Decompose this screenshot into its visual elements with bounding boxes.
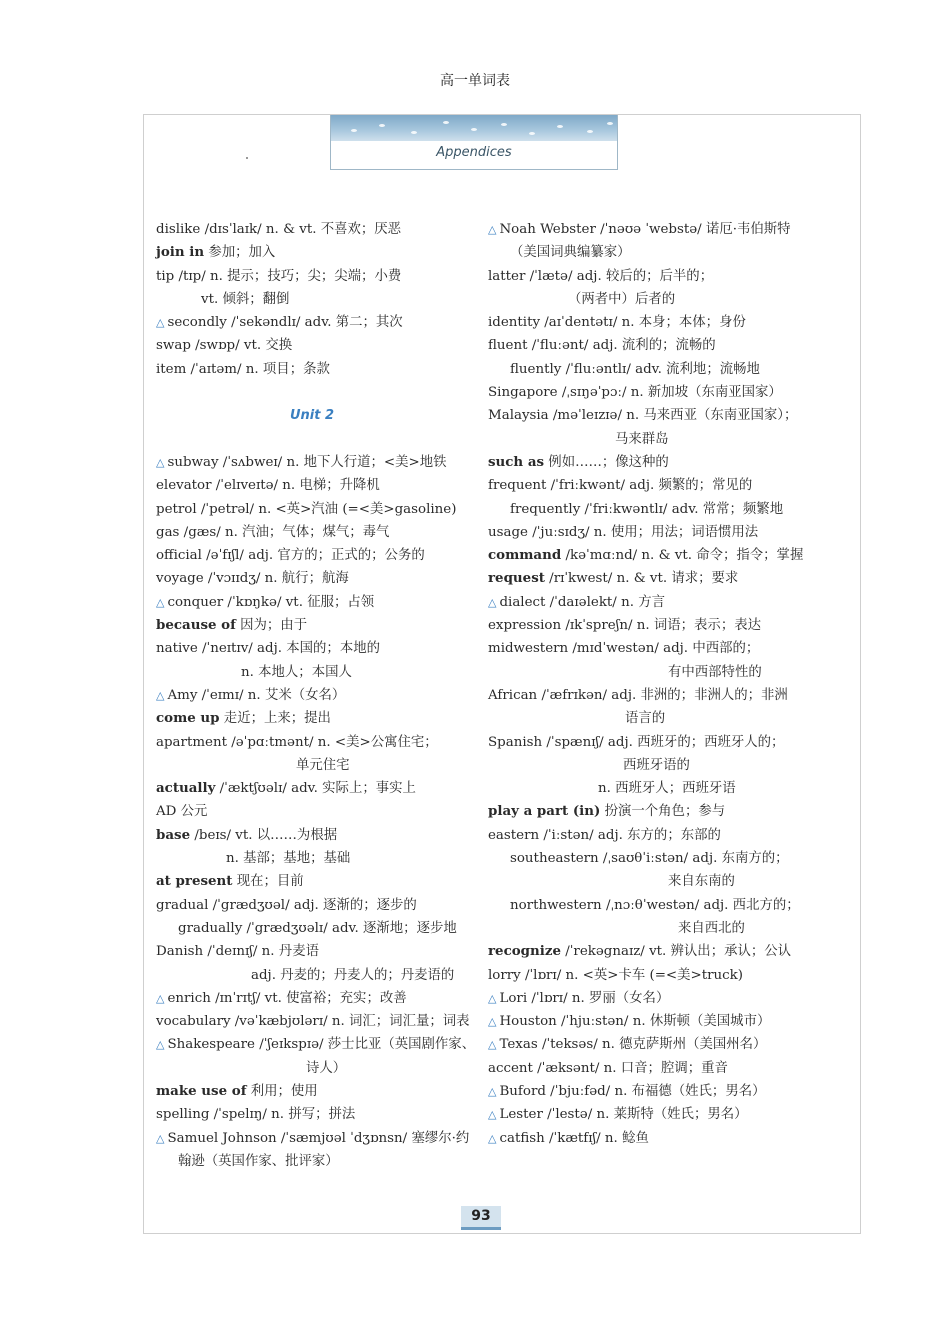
bold-headword: because of (156, 617, 236, 634)
vocab-entry (488, 1080, 848, 1103)
vocab-entry (156, 777, 468, 800)
entry-text: subway /ˈsʌbweɪ/ n. 地下人行道；<美>地铁 (167, 454, 447, 470)
entry-text: gradual /ˈgrædʒʊəl/ adj. 逐渐的；逐步的 (156, 897, 417, 913)
vocab-entry (488, 474, 848, 497)
triangle-marker-icon: △ (488, 991, 497, 1005)
vocab-entry (488, 334, 848, 357)
textbook-page (143, 114, 861, 1234)
vocab-entry (156, 800, 468, 823)
vocab-entry (156, 521, 468, 544)
vocab-entry (488, 358, 848, 381)
appendices-title: Appendices (436, 145, 512, 160)
vocab-entry (488, 241, 848, 264)
bold-headword: make use of (156, 1082, 247, 1099)
entry-text: fluent /ˈfluːənt/ adj. 流利的；流畅的 (488, 338, 716, 354)
vocab-entry (488, 964, 848, 987)
entry-text: /kəˈmɑːnd/ n. & vt. 命令；指令；掌握 (561, 548, 804, 564)
entry-text: Noah Webster /ˈnəʊə ˈwebstə/ 诺厄·韦伯斯特 (499, 222, 791, 237)
vocab-entry (488, 404, 848, 427)
vocab-entry (488, 707, 848, 730)
entry-text: vt. 倾斜；翻倒 (201, 291, 290, 307)
bold-headword: actually (156, 780, 216, 797)
entry-text: 西班牙语的 (623, 757, 690, 773)
vocab-entry (488, 1103, 848, 1126)
entry-text: accent /ˈæksənt/ n. 口音；腔调；重音 (488, 1060, 728, 1076)
vocab-entry (156, 1150, 468, 1173)
vocab-entry (488, 731, 848, 754)
triangle-marker-icon: △ (156, 991, 165, 1005)
entry-text: usage /ˈjuːsɪdʒ/ n. 使用；用法；词语惯用法 (488, 524, 759, 540)
vocab-entry (488, 754, 848, 777)
triangle-marker-icon: △ (488, 223, 497, 236)
triangle-marker-icon: △ (156, 455, 165, 469)
entry-text: tip /tɪp/ n. 提示；技巧；尖；尖端；小费 (156, 268, 402, 284)
vocab-entry (488, 265, 848, 288)
entry-text: 利用；使用 (246, 1083, 318, 1099)
vocab-entry (156, 1010, 468, 1033)
entry-text: 现在；目前 (232, 874, 304, 890)
entry-text: 来自东南的 (668, 874, 735, 890)
entry-text: apartment /əˈpɑːtmənt/ n. <美>公寓住宅； (156, 734, 438, 750)
vocab-entry (156, 1080, 468, 1103)
vocab-entry (156, 894, 468, 917)
entry-text: 诗人） (306, 1060, 347, 1076)
triangle-marker-icon: △ (488, 595, 497, 609)
bold-headword: request (488, 570, 545, 587)
entry-text: secondly /ˈsekəndlɪ/ adv. 第二；其次 (167, 315, 403, 331)
vocab-entry (488, 1057, 848, 1080)
vocab-entry (488, 521, 848, 544)
vocab-entry (488, 917, 848, 940)
entry-text: 有中西部特性的 (668, 664, 762, 680)
entry-text: （美国词典编纂家） (510, 245, 631, 261)
entry-text: /rɪˈkwest/ n. & vt. 请求；要求 (544, 571, 739, 587)
entry-text: （两者中）后者的 (568, 291, 676, 307)
entry-text: gas /gæs/ n. 汽油；气体；煤气；毒气 (156, 524, 390, 540)
entry-text: Danish /ˈdeɪnɪʃ/ n. 丹麦语 (156, 944, 319, 960)
entry-text: n. 基部；基地；基础 (226, 851, 351, 867)
unit-heading: Unit 2 (289, 408, 335, 424)
vocab-entry (156, 661, 468, 684)
vocab-entry (156, 824, 468, 847)
vocab-entry (156, 940, 468, 963)
entry-text: fluently /ˈfluːəntlɪ/ adv. 流利地；流畅地 (510, 361, 760, 377)
vocab-entry (156, 987, 468, 1010)
entry-text: frequent /ˈfriːkwənt/ adj. 频繁的；常见的 (488, 478, 753, 494)
vocab-entry (488, 451, 848, 474)
entry-text: African /ˈæfrɪkən/ adj. 非洲的；非洲人的；非洲 (488, 687, 788, 703)
entry-text: 翰逊（英国作家、批评家） (178, 1153, 339, 1169)
vocab-entry (488, 544, 848, 567)
vocab-entry (156, 754, 468, 777)
entry-text: conquer /ˈkɒŋkə/ vt. 征服；占领 (167, 594, 375, 610)
right-vocab-column (488, 218, 848, 1150)
entry-text: 语言的 (625, 711, 666, 727)
triangle-marker-icon: △ (156, 595, 165, 609)
triangle-marker-icon: △ (488, 1015, 497, 1029)
entry-text: Shakespeare /ˈʃeɪkspɪə/ 莎士比亚（英国剧作家、 (167, 1037, 476, 1053)
vocab-entry (488, 1033, 848, 1056)
entry-text: vocabulary /vəˈkæbjʊlərɪ/ n. 词汇；词汇量；词表 (156, 1014, 470, 1030)
bold-headword: recognize (488, 943, 561, 960)
vocab-entry (156, 451, 468, 474)
vocab-entry (488, 661, 848, 684)
entry-text: Spanish /ˈspænɪʃ/ adj. 西班牙的；西班牙人的； (488, 734, 785, 750)
vocab-entry (156, 684, 468, 707)
entry-text: enrich /ɪnˈrɪtʃ/ vt. 使富裕；充实；改善 (167, 990, 407, 1006)
vocab-entry (156, 311, 468, 334)
vocab-entry (156, 1127, 468, 1150)
vocab-entry (488, 870, 848, 893)
vocab-entry (488, 567, 848, 590)
entry-text: midwestern /mɪdˈwestən/ adj. 中西部的； (488, 641, 760, 657)
entry-text: northwestern /ˌnɔːθˈwestən/ adj. 西北方的； (510, 897, 800, 913)
vocab-entry (488, 987, 848, 1010)
vocab-entry (488, 800, 848, 823)
entry-text: spelling /ˈspelɪŋ/ n. 拼写；拼法 (156, 1107, 356, 1123)
vocab-entry (488, 288, 848, 311)
vocab-entry (488, 894, 848, 917)
entry-text: catfish /ˈkætfɪʃ/ n. 鲶鱼 (499, 1130, 649, 1146)
entry-text: southeastern /ˌsaʊθˈiːstən/ adj. 东南方的； (510, 851, 789, 867)
vocab-entry (488, 1010, 848, 1033)
bold-headword: come up (156, 710, 220, 727)
vocab-entry (156, 567, 468, 590)
vocab-entry (156, 1057, 468, 1080)
vocab-entry (156, 707, 468, 730)
bold-headword: play a part (in) (488, 803, 601, 820)
entry-text: 参加；加入 (204, 245, 276, 261)
vocab-entry (488, 591, 848, 614)
entry-text: dislike /dɪsˈlaɪk/ n. & vt. 不喜欢；厌恶 (156, 222, 402, 237)
bold-headword: join in (156, 244, 205, 261)
entry-text: expression /ɪkˈspreʃn/ n. 词语；表示；表达 (488, 618, 761, 634)
entry-text: adj. 丹麦的；丹麦人的；丹麦语的 (251, 967, 455, 983)
entry-text: swap /swɒp/ vt. 交换 (156, 338, 293, 354)
entry-text: Lester /ˈlestə/ n. 莱斯特（姓氏；男名） (499, 1107, 748, 1123)
entry-text: Lori /ˈlɒrɪ/ n. 罗丽（女名） (499, 990, 670, 1006)
triangle-marker-icon: △ (488, 1108, 497, 1122)
vocab-entry (156, 265, 468, 288)
entry-text: 来自西北的 (678, 920, 745, 936)
vocab-entry (156, 218, 468, 241)
entry-text: 单元住宅 (296, 757, 350, 773)
entry-text: Samuel Johnson /ˈsæmjʊəl ˈdʒɒnsn/ 塞缪尔·约 (167, 1130, 470, 1146)
bold-headword: such as (488, 453, 545, 470)
vocab-entry (488, 614, 848, 637)
vocab-entry (156, 334, 468, 357)
vocab-entry (488, 1127, 848, 1150)
vocab-entry (488, 940, 848, 963)
entry-text: voyage /ˈvɔɪɪdʒ/ n. 航行；航海 (156, 571, 349, 587)
entry-text: eastern /ˈiːstən/ adj. 东方的；东部的 (488, 827, 721, 843)
vocab-entry (488, 684, 848, 707)
entry-text: 例如……；像这种的 (544, 454, 669, 470)
vocab-entry (488, 381, 848, 404)
left-vocab-column (156, 218, 476, 1173)
vocab-entry (488, 637, 848, 660)
vocab-entry (488, 218, 848, 241)
vocab-entry (156, 870, 468, 893)
vocab-entry (156, 591, 468, 614)
vocab-entry (156, 474, 468, 497)
triangle-marker-icon: △ (156, 316, 165, 330)
vocab-entry (488, 428, 848, 451)
page-number: 93 (461, 1206, 501, 1230)
vocab-entry (156, 847, 468, 870)
vocab-entry (156, 288, 468, 311)
bold-headword: command (488, 547, 562, 564)
vocab-entry (156, 498, 468, 521)
vocab-entry (156, 731, 468, 754)
entry-text: lorry /ˈlɒrɪ/ n. <英>卡车 (=<美>truck) (488, 967, 743, 983)
entry-text: dialect /ˈdaɪəlekt/ n. 方言 (499, 594, 665, 610)
triangle-marker-icon: △ (156, 688, 165, 702)
vocab-entry (156, 917, 468, 940)
bold-headword: at present (156, 873, 233, 890)
entry-text: Malaysia /məˈleɪzɪə/ n. 马来西亚（东南亚国家）； (488, 408, 798, 424)
vocab-entry (156, 1033, 476, 1056)
vocab-entry (488, 777, 848, 800)
entry-text: frequently /ˈfriːkwəntlɪ/ adv. 常常；频繁地 (510, 501, 784, 517)
vocab-entry (156, 964, 468, 987)
triangle-marker-icon: △ (156, 1038, 165, 1052)
entry-text: official /əˈfɪʃl/ adj. 官方的；正式的；公务的 (156, 548, 425, 564)
vocab-entry (488, 498, 848, 521)
vocab-entry (156, 358, 468, 381)
entry-text: 马来群岛 (615, 431, 669, 447)
entry-text: AD 公元 (156, 804, 208, 820)
entry-text: latter /ˈlætə/ adj. 较后的；后半的； (488, 268, 714, 284)
entry-text: n. 本地人；本国人 (241, 664, 352, 680)
entry-text: native /ˈneɪtɪv/ adj. 本国的；本地的 (156, 641, 380, 657)
vocab-entry (156, 637, 468, 660)
entry-text: item /ˈaɪtəm/ n. 项目；条款 (156, 361, 330, 377)
entry-text: /ˈæktʃʊəlɪ/ adv. 实际上；事实上 (215, 781, 416, 797)
entry-text: n. 西班牙人；西班牙语 (598, 781, 736, 797)
entry-text: 因为；由于 (235, 618, 308, 634)
entry-text: identity /aɪˈdentətɪ/ n. 本身；本体；身份 (488, 315, 746, 331)
banner-artwork (331, 115, 617, 141)
entry-text: 走近；上来；提出 (219, 711, 331, 727)
entry-text: /beɪs/ vt. 以……为根据 (190, 827, 338, 843)
entry-text: Buford /ˈbjuːfəd/ n. 布福德（姓氏；男名） (499, 1083, 766, 1099)
entry-text: /ˈrekəgnaɪz/ vt. 辨认出；承认；公认 (560, 944, 792, 960)
appendices-banner (330, 115, 618, 170)
entry-text: Amy /ˈeɪmɪ/ n. 艾米（女名） (167, 687, 346, 703)
entry-text: elevator /ˈelɪveɪtə/ n. 电梯；升降机 (156, 478, 380, 494)
entry-text: gradually /ˈgrædʒʊəlɪ/ adv. 逐渐地；逐步地 (178, 920, 457, 936)
entry-text: petrol /ˈpetrəl/ n. <英>汽油 (=<美>gasoline) (156, 501, 457, 517)
document-header: 高一单词表 (440, 73, 510, 89)
vocab-entry (156, 1103, 468, 1126)
entry-text: Singapore /ˌsɪŋəˈpɔː/ n. 新加坡（东南亚国家） (488, 385, 782, 401)
triangle-marker-icon: △ (488, 1084, 497, 1098)
triangle-marker-icon: △ (488, 1038, 497, 1052)
entry-text: Texas /ˈteksəs/ n. 德克萨斯州（美国州名） (499, 1037, 767, 1053)
vocab-entry (156, 241, 468, 264)
triangle-marker-icon: △ (488, 1131, 497, 1145)
vocab-entry (488, 847, 848, 870)
vocab-entry (156, 544, 468, 567)
vocab-entry (156, 614, 468, 637)
vocab-entry (488, 824, 848, 847)
vocab-entry (488, 311, 848, 334)
triangle-marker-icon: △ (156, 1131, 165, 1145)
print-mark (246, 157, 248, 159)
bold-headword: base (156, 826, 191, 843)
entry-text: 扮演一个角色；参与 (600, 804, 726, 820)
entry-text: Houston /ˈhjuːstən/ n. 休斯顿（美国城市） (499, 1014, 771, 1030)
